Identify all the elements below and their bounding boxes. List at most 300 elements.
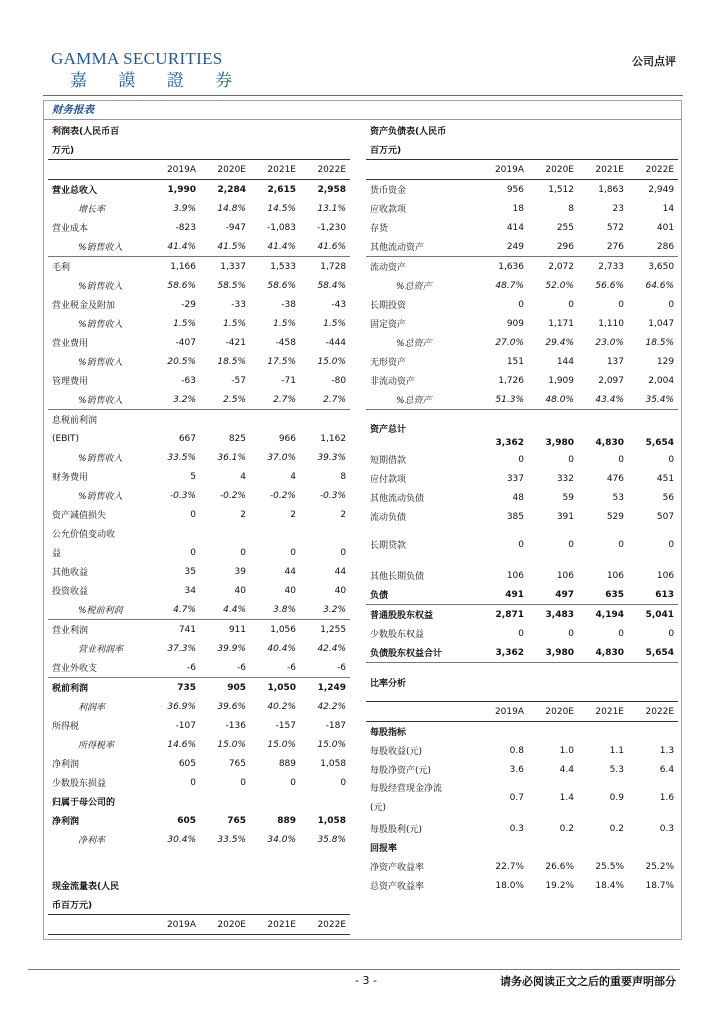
table-row bbox=[48, 524, 350, 543]
row-value bbox=[150, 524, 200, 543]
row-value: 3,650 bbox=[628, 257, 678, 277]
row-value: 4,194 bbox=[578, 605, 628, 625]
row-value: 30.4% bbox=[167, 834, 196, 845]
row-value: 605 bbox=[178, 758, 196, 769]
row-value: -0.2% bbox=[269, 490, 296, 501]
row-value: 0 bbox=[568, 454, 574, 465]
row-value: 1,337 bbox=[200, 257, 250, 277]
row-value bbox=[200, 792, 250, 811]
row-value: 286 bbox=[656, 241, 675, 252]
row-value: 1.4 bbox=[559, 793, 574, 803]
page-number: - 3 - bbox=[355, 974, 377, 987]
year-header: 2021E bbox=[578, 160, 628, 180]
row-label: %销售收入 bbox=[78, 454, 123, 464]
year-header: 2021E bbox=[578, 702, 628, 722]
row-value bbox=[150, 410, 200, 430]
company-logo-en: GAMMA SECURITIES bbox=[51, 49, 223, 68]
row-value: 414 bbox=[506, 222, 524, 233]
row-value: 0 bbox=[668, 628, 675, 639]
row-value: 0 bbox=[190, 509, 196, 520]
row-value: 249 bbox=[506, 241, 524, 252]
row-label: 公允价值变动收 bbox=[52, 530, 116, 540]
ratio-title-row bbox=[366, 663, 678, 702]
row-value: 2,615 bbox=[267, 184, 296, 195]
row-value: 0 bbox=[568, 299, 574, 310]
row-value: -947 bbox=[225, 222, 246, 233]
row-value: -444 bbox=[325, 337, 347, 348]
row-value: 14 bbox=[662, 203, 675, 214]
row-value: 5.3 bbox=[609, 764, 624, 775]
row-value: 44 bbox=[284, 566, 296, 577]
row-value: 23.0% bbox=[595, 337, 624, 348]
row-label: 货币资金 bbox=[370, 186, 407, 196]
row-value: 29.4% bbox=[545, 337, 574, 348]
row-value: 18.5% bbox=[645, 337, 675, 348]
row-label: %总资产 bbox=[396, 282, 432, 292]
row-value: 1,249 bbox=[300, 678, 350, 698]
row-value: -63 bbox=[181, 375, 196, 386]
row-value: 476 bbox=[606, 473, 624, 484]
row-label: 长期贷款 bbox=[370, 540, 407, 551]
row-value: 34.0% bbox=[267, 834, 296, 845]
row-value: 8 bbox=[340, 471, 347, 482]
row-value: 18 bbox=[512, 203, 524, 214]
row-value: 3.2% bbox=[173, 394, 196, 405]
row-label: 净利润 bbox=[52, 760, 80, 770]
row-label: 每股股利(元) bbox=[370, 825, 423, 835]
table-row bbox=[366, 760, 678, 779]
row-value: 5 bbox=[190, 471, 196, 482]
row-value: -187 bbox=[325, 720, 347, 731]
row-value: 35 bbox=[184, 566, 196, 577]
row-value: 4.7% bbox=[173, 604, 196, 615]
table-row bbox=[366, 605, 678, 625]
row-value: 48 bbox=[512, 492, 524, 503]
row-value: 0 bbox=[190, 547, 196, 558]
row-label: 毛利 bbox=[48, 257, 150, 277]
table-row bbox=[48, 830, 350, 849]
table-row bbox=[48, 543, 350, 562]
row-value: 37.3% bbox=[167, 643, 196, 654]
table-row bbox=[366, 469, 678, 488]
balance-sheet-title-2: 百万元) bbox=[370, 146, 402, 156]
row-value: 27.0% bbox=[495, 337, 524, 348]
row-value bbox=[300, 524, 350, 543]
row-value: 1,166 bbox=[150, 257, 200, 277]
row-value: 2,949 bbox=[648, 184, 675, 195]
row-value: -57 bbox=[231, 375, 246, 386]
row-value: 1,047 bbox=[648, 318, 675, 329]
row-value: 667 bbox=[178, 433, 196, 444]
row-value: 1,990 bbox=[167, 184, 196, 195]
row-value: 1,110 bbox=[598, 318, 624, 329]
row-value: 889 bbox=[277, 815, 296, 826]
row-value: 825 bbox=[228, 433, 246, 444]
row-label: 营业利润率 bbox=[78, 645, 124, 655]
row-value: 2,097 bbox=[598, 375, 624, 386]
ratio-title: 比率分析 bbox=[366, 663, 678, 702]
row-value: 966 bbox=[278, 433, 296, 444]
row-value: 106 bbox=[606, 570, 624, 581]
table-row bbox=[48, 811, 350, 830]
table-row bbox=[366, 643, 678, 663]
row-value: 2.7% bbox=[273, 394, 296, 405]
row-value: 0 bbox=[618, 454, 624, 465]
row-value: 15.0% bbox=[317, 356, 347, 367]
row-label: 息税前利润 bbox=[48, 410, 150, 430]
row-value: 48.7% bbox=[495, 280, 524, 291]
income-title-2: 万元) bbox=[52, 146, 75, 156]
per-share-title: 每股指标 bbox=[370, 728, 407, 738]
row-label: 税前利润 bbox=[48, 678, 150, 698]
row-value: 1.1 bbox=[609, 745, 624, 756]
row-value: 1.5% bbox=[273, 318, 296, 329]
row-label: 普通股股东权益 bbox=[366, 605, 478, 625]
row-value: 42.4% bbox=[317, 643, 347, 654]
row-value: 22.7% bbox=[495, 861, 524, 872]
row-label: 营业成本 bbox=[52, 224, 89, 234]
row-value: 1.5% bbox=[323, 318, 347, 329]
row-value: 25.2% bbox=[645, 861, 675, 872]
year-header: 2020E bbox=[200, 915, 250, 935]
row-value: -0.2% bbox=[219, 490, 246, 501]
table-row bbox=[48, 600, 350, 620]
balance-sheet-title-1: 资产负债表(人民币 bbox=[370, 127, 447, 137]
row-value: 5,654 bbox=[628, 410, 678, 451]
row-value: 4 bbox=[240, 471, 246, 482]
year-header: 2020E bbox=[528, 702, 578, 722]
row-value bbox=[150, 792, 200, 811]
row-value: 2 bbox=[340, 509, 347, 520]
row-value: 18.0% bbox=[495, 880, 524, 891]
row-value: -80 bbox=[331, 375, 347, 386]
row-value: 3,980 bbox=[545, 647, 574, 658]
row-value: 106 bbox=[656, 570, 675, 581]
table-row bbox=[366, 276, 678, 295]
row-label: 投资收益 bbox=[52, 587, 89, 597]
row-value: 735 bbox=[150, 678, 200, 698]
row-value: 635 bbox=[605, 589, 624, 600]
row-value: 40 bbox=[284, 585, 296, 596]
row-value: 58.6% bbox=[267, 280, 296, 291]
row-label: 财务费用 bbox=[52, 473, 89, 483]
row-value: 3,362 bbox=[495, 647, 524, 658]
table-row bbox=[366, 566, 678, 585]
row-value: 0.8 bbox=[509, 745, 524, 756]
table-row bbox=[48, 333, 350, 352]
row-value: 36.1% bbox=[217, 452, 246, 463]
row-value: 0 bbox=[518, 628, 524, 639]
row-value: 1,636 bbox=[478, 257, 528, 277]
year-header: 2022E bbox=[628, 702, 678, 722]
row-value: 41.4% bbox=[167, 241, 196, 252]
row-value: 911 bbox=[200, 620, 250, 640]
row-value: -157 bbox=[275, 720, 296, 731]
row-value: 1.5% bbox=[223, 318, 246, 329]
row-value: 255 bbox=[556, 222, 574, 233]
table-row bbox=[48, 562, 350, 581]
year-header: 2022E bbox=[300, 160, 350, 180]
table-row bbox=[48, 180, 350, 200]
row-value: 3.2% bbox=[323, 604, 347, 615]
row-value: 1,255 bbox=[300, 620, 350, 640]
row-value: 401 bbox=[656, 222, 675, 233]
row-value bbox=[200, 524, 250, 543]
row-label: 营业利润 bbox=[48, 620, 150, 640]
row-value: 39.3% bbox=[317, 452, 347, 463]
row-value: 332 bbox=[556, 473, 574, 484]
row-value: 1,162 bbox=[320, 433, 347, 444]
table-row bbox=[48, 448, 350, 467]
table-row bbox=[366, 314, 678, 333]
year-header: 2019A bbox=[150, 160, 200, 180]
row-value: -6 bbox=[237, 662, 246, 673]
dividend-row bbox=[366, 819, 678, 838]
row-value: 0 bbox=[568, 628, 574, 639]
row-value: 0 bbox=[190, 777, 196, 788]
row-value: 33.5% bbox=[217, 834, 246, 845]
row-value: 44 bbox=[334, 566, 347, 577]
row-value: 42.2% bbox=[317, 701, 347, 712]
row-value: 529 bbox=[606, 511, 624, 522]
ocf-per-share-row bbox=[366, 779, 678, 819]
row-value: 40 bbox=[334, 585, 347, 596]
row-value: 1.3 bbox=[659, 745, 675, 756]
row-value: 23 bbox=[612, 203, 624, 214]
row-value: 1.5% bbox=[173, 318, 196, 329]
row-label: 管理费用 bbox=[52, 377, 89, 387]
row-value: 52.0% bbox=[545, 280, 574, 291]
row-value bbox=[250, 410, 300, 430]
row-value: 3.8% bbox=[273, 604, 296, 615]
row-value: 137 bbox=[606, 356, 624, 367]
total-assets-row bbox=[366, 410, 678, 451]
row-value: 2.5% bbox=[223, 394, 246, 405]
return-title-row bbox=[366, 838, 678, 857]
row-value: -6 bbox=[287, 662, 296, 673]
row-value: 0 bbox=[240, 547, 246, 558]
row-label: 固定资产 bbox=[370, 320, 407, 330]
table-row bbox=[48, 410, 350, 430]
row-value: 451 bbox=[656, 473, 675, 484]
row-value: -6 bbox=[187, 662, 196, 673]
company-logo-cn: 嘉 謨 證 券 bbox=[70, 71, 246, 91]
row-value: 53 bbox=[612, 492, 624, 503]
row-label: 营业费用 bbox=[52, 339, 89, 349]
row-label: 其他收益 bbox=[52, 568, 89, 578]
year-header: 2022E bbox=[628, 160, 678, 180]
row-value: 5,041 bbox=[628, 605, 678, 625]
row-value: -1,230 bbox=[317, 222, 347, 233]
table-row bbox=[48, 697, 350, 716]
row-label: 其他长期负债 bbox=[370, 572, 425, 582]
income-title-row-2 bbox=[48, 140, 350, 160]
row-value: 8 bbox=[568, 203, 574, 214]
document-type: 公司点评 bbox=[632, 55, 676, 68]
row-value: 48.0% bbox=[545, 394, 574, 405]
table-row bbox=[48, 581, 350, 600]
row-value: 4.4 bbox=[559, 764, 574, 775]
table-row bbox=[48, 505, 350, 524]
row-value: 58.6% bbox=[167, 280, 196, 291]
table-row bbox=[366, 390, 678, 410]
row-value: 2 bbox=[290, 509, 296, 520]
table-row bbox=[48, 467, 350, 486]
table-row bbox=[48, 199, 350, 218]
row-value: 1,058 bbox=[320, 758, 347, 769]
row-value: 765 bbox=[228, 758, 246, 769]
section-title: 财务报表 bbox=[52, 104, 94, 116]
row-value: 497 bbox=[555, 589, 574, 600]
row-value: 18.4% bbox=[595, 880, 624, 891]
row-label: 净资产收益率 bbox=[370, 863, 425, 873]
year-header: 2019A bbox=[150, 915, 200, 935]
row-value: 2,733 bbox=[578, 257, 628, 277]
row-value: 2,871 bbox=[478, 605, 528, 625]
row-label: 每股经营现金净流 bbox=[370, 784, 443, 794]
row-label: 负债股东权益合计 bbox=[370, 649, 443, 659]
row-value: 14.5% bbox=[267, 203, 296, 214]
table-row bbox=[48, 773, 350, 792]
row-value: -0.3% bbox=[169, 490, 196, 501]
row-value: 2 bbox=[240, 509, 246, 520]
row-value: 0 bbox=[518, 540, 524, 550]
row-label: 营业总收入 bbox=[52, 186, 98, 196]
row-value bbox=[300, 410, 350, 430]
row-label: 负债 bbox=[370, 591, 389, 601]
row-label: %销售收入 bbox=[78, 492, 123, 502]
income-title-1: 利润表(人民币百 bbox=[52, 127, 120, 137]
row-value: 144 bbox=[556, 356, 574, 367]
table-row bbox=[366, 488, 678, 507]
row-value: 25.5% bbox=[595, 861, 624, 872]
row-value: -107 bbox=[175, 720, 196, 731]
row-value: -1,083 bbox=[266, 222, 296, 233]
table-row bbox=[366, 333, 678, 352]
row-value: 1,726 bbox=[498, 375, 524, 386]
row-label: %总资产 bbox=[396, 339, 432, 349]
row-label: 其他流动资产 bbox=[370, 243, 425, 253]
row-label: 存货 bbox=[370, 224, 389, 234]
row-label: (元) bbox=[370, 803, 387, 813]
row-value: 3.6 bbox=[509, 764, 524, 775]
row-value: 14.6% bbox=[167, 739, 196, 750]
row-value: 51.3% bbox=[495, 394, 524, 405]
row-value: 1,512 bbox=[548, 184, 574, 195]
row-value: 0 bbox=[668, 454, 675, 465]
row-value: 0.2 bbox=[609, 823, 624, 834]
row-value: 4.4% bbox=[223, 604, 246, 615]
table-row bbox=[48, 792, 350, 811]
row-label: 少数股东损益 bbox=[52, 779, 107, 789]
row-value: 1,171 bbox=[548, 318, 574, 329]
footer-rule bbox=[28, 969, 680, 970]
table-row bbox=[48, 218, 350, 237]
row-value: 765 bbox=[227, 815, 246, 826]
table-row bbox=[366, 257, 678, 277]
row-value: 4 bbox=[290, 471, 296, 482]
table-row bbox=[366, 741, 678, 760]
row-label: %销售收入 bbox=[78, 396, 123, 406]
row-label: 应收款项 bbox=[370, 205, 407, 215]
row-value: 35.8% bbox=[317, 834, 347, 845]
row-value: 43.4% bbox=[595, 394, 624, 405]
row-value: 0 bbox=[340, 777, 347, 788]
row-value: 1,056 bbox=[250, 620, 300, 640]
row-value: 39.9% bbox=[217, 643, 246, 654]
row-label: %销售收入 bbox=[78, 320, 123, 330]
income-title-row bbox=[48, 121, 350, 140]
year-header: 2021E bbox=[250, 915, 300, 935]
row-value: 26.6% bbox=[545, 861, 574, 872]
income-statement-table bbox=[48, 121, 350, 849]
table-row bbox=[48, 716, 350, 735]
table-row bbox=[366, 507, 678, 526]
row-value: -33 bbox=[231, 299, 246, 310]
row-value: 0.3 bbox=[659, 823, 675, 834]
row-value: 33.5% bbox=[167, 452, 196, 463]
row-label: 每股收益(元) bbox=[370, 747, 423, 757]
row-label: 流动资产 bbox=[366, 257, 478, 277]
table-row bbox=[366, 199, 678, 218]
row-value: 0 bbox=[340, 547, 347, 558]
row-value: 0 bbox=[290, 547, 296, 558]
row-label: 总资产收益率 bbox=[370, 882, 425, 892]
row-value: 385 bbox=[506, 511, 524, 522]
table-row bbox=[366, 295, 678, 314]
row-value: 37.0% bbox=[267, 452, 296, 463]
table-row bbox=[366, 624, 678, 643]
row-value: 0.2 bbox=[559, 823, 574, 834]
table-row bbox=[48, 390, 350, 410]
table-row bbox=[366, 237, 678, 257]
row-value: 0.7 bbox=[509, 793, 524, 803]
table-row bbox=[48, 237, 350, 257]
row-value: 19.2% bbox=[545, 880, 574, 891]
row-value bbox=[300, 792, 350, 811]
row-value: 3,980 bbox=[528, 410, 578, 451]
row-value: -6 bbox=[337, 662, 347, 673]
row-value: 40.2% bbox=[267, 701, 296, 712]
table-row bbox=[48, 639, 350, 658]
row-label: 净利率 bbox=[78, 836, 106, 846]
row-value: 296 bbox=[556, 241, 574, 252]
long-loan-row bbox=[366, 526, 678, 566]
row-value: 129 bbox=[656, 356, 675, 367]
row-label: 营业税金及附加 bbox=[52, 301, 116, 311]
table-row bbox=[48, 754, 350, 773]
row-label: 少数股东权益 bbox=[370, 630, 425, 640]
table-row bbox=[366, 218, 678, 237]
cash-flow-title-1: 现金流量表(人民 bbox=[52, 882, 120, 892]
row-value: 59 bbox=[562, 492, 574, 503]
row-value: -407 bbox=[175, 337, 196, 348]
row-value: -29 bbox=[181, 299, 196, 310]
row-label: 资产总计 bbox=[366, 410, 478, 451]
row-value: 1.0 bbox=[559, 745, 574, 756]
row-value: 1,050 bbox=[250, 678, 300, 698]
row-value: 20.5% bbox=[167, 356, 196, 367]
year-header: 2019A bbox=[478, 702, 528, 722]
table-row bbox=[48, 257, 350, 277]
row-value: 151 bbox=[506, 356, 524, 367]
row-label: 所得税 bbox=[52, 722, 80, 732]
row-value: 0.3 bbox=[509, 823, 524, 834]
per-share-title-row bbox=[366, 722, 678, 742]
table-row bbox=[366, 450, 678, 469]
row-value: 0 bbox=[618, 540, 624, 550]
row-value: 64.6% bbox=[645, 280, 675, 291]
